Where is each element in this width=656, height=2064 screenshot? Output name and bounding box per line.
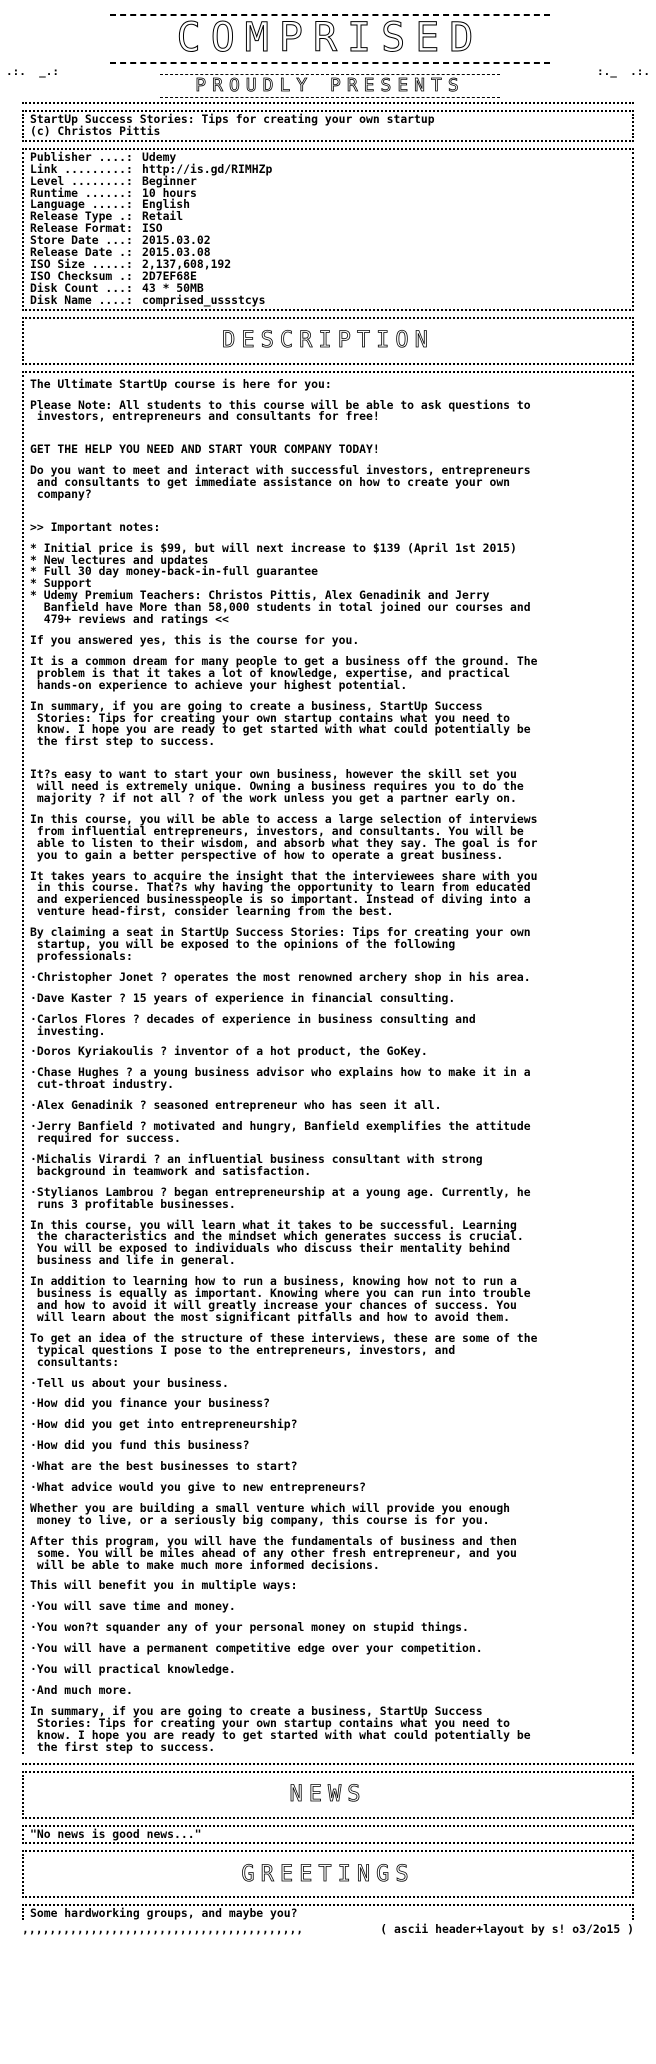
- description-paragraph: * Initial price is $99, but will next increase to $139 (April 1st 2015) * New lectures and updates * Full 30 day money-back-in-full guarantee * Support * Udemy Premium Teachers: Christos Pittis, Alex Genadinik and Jerry Banfield have More than 58,000 students in total joined our courses and 479+ reviews and ratings <<: [30, 540, 531, 627]
- description-paragraph: ·Alex Genadinik ? seasoned entrepreneur who has seen it all.: [30, 1098, 442, 1113]
- news-heading: NEWS: [289, 1782, 367, 1808]
- description-paragraph: In this course, you will learn what it takes to be successful. Learning the characteristics and the mindset which generates success is crucial. You will be exposed to individuals who discuss their mentality behind business and life in general.: [30, 1217, 524, 1268]
- divider: [22, 1842, 634, 1852]
- description-paragraph: If you answered yes, this is the course for you.: [30, 633, 360, 647]
- news-section: [22, 1826, 634, 1841]
- info-key: Disk Count ...:: [30, 280, 133, 295]
- description-paragraph: It takes years to acquire the insight that the interviewees share with you in this course. That?s why having the opportunity to learn from educated and experienced businesspeople is so important. Instead of diving into a venture head-first, consider learning from the best.: [30, 868, 538, 919]
- description-paragraph: Do you want to meet and interact with successful investors, entrepreneurs and consultants to get immediate assistance on how to create your own company?: [30, 463, 531, 501]
- release-title: StartUp Success Stories: Tips for creating your own startup: [30, 112, 435, 126]
- divider: [22, 1763, 634, 1773]
- description-paragraph: It is a common dream for many people to get a business off the ground. The problem is that it takes a lot of knowledge, expertise, and practical hands-on experience to achieve your highest potential.: [30, 653, 538, 692]
- info-key: ISO Checksum .:: [30, 268, 133, 283]
- group-logo: COMPRISED: [110, 14, 550, 64]
- description-heading: DESCRIPTION: [222, 328, 434, 354]
- info-value: 10 hours: [142, 185, 197, 200]
- presents-heading: PROUDLY PRESENTS: [160, 74, 500, 98]
- news-text: "No news is good news...": [30, 1826, 202, 1841]
- info-value: 2,137,608,192: [142, 256, 232, 271]
- divider: [22, 102, 634, 112]
- description-paragraph: ·How did you finance your business?: [30, 1396, 271, 1411]
- description-paragraph: ·Michalis Virardi ? an influential business consultant with strong background in teamwork and satisfaction.: [30, 1151, 483, 1178]
- news-heading-box: [22, 1775, 634, 1815]
- title-block: [22, 114, 634, 138]
- description-paragraph: ·You will practical knowledge.: [30, 1662, 236, 1677]
- description-paragraph: In this course, you will be able to access a large selection of interviews from influential entrepreneurs, investors, and consultants. You will be able to listen to their wisdom, and absorb what they say. The goal is for you to gain a better perspective of how to operate a great business.: [30, 811, 538, 862]
- description-paragraph: By claiming a seat in StartUp Success Stories: Tips for creating your own startup, you will be exposed to the opinions of the following professionals:: [30, 925, 531, 963]
- description-paragraph: ·Stylianos Lambrou ? began entrepreneurship at a young age. Currently, he runs 3 profitable businesses.: [30, 1184, 531, 1211]
- info-value: 2015.03.02: [142, 233, 211, 248]
- greetings-heading: GREETINGS: [241, 1861, 415, 1887]
- description-paragraph: ·You won?t squander any of your personal money on stupid things.: [30, 1620, 469, 1635]
- copyright: (c) Christos Pittis: [30, 123, 161, 138]
- divider: [22, 1896, 634, 1906]
- divider: [22, 1817, 634, 1827]
- divider: [22, 363, 634, 373]
- info-key: Language .....:: [30, 197, 133, 212]
- description-paragraph: ·Jerry Banfield ? motivated and hungry, Banfield exemplifies the attitude required for success.: [30, 1119, 531, 1145]
- description-paragraph: ·What advice would you give to new entrepreneurs?: [30, 1480, 367, 1495]
- footer-ornament: ,,,,,,,,,,,,,,,,,,,,,,,,,,,,,,,,,,,,,,,,,: [22, 1922, 304, 1937]
- info-key: Runtime ......:: [30, 185, 133, 200]
- divider: [22, 140, 634, 150]
- description-paragraph: ·Carlos Flores ? decades of experience in business consulting and investing.: [30, 1011, 476, 1038]
- info-key: Store Date ...:: [30, 233, 133, 248]
- info-value: http://is.gd/RIMHZp: [142, 161, 273, 176]
- description-paragraph: In summary, if you are going to create a business, StartUp Success Stories: Tips for creating your own startup contains what you need to know. I hope you are ready to get started with what could potentially be the first step to success.: [30, 1703, 531, 1754]
- release-info: [22, 149, 634, 307]
- description-paragraph: ·Doros Kyriakoulis ? inventor of a hot product, the GoKey.: [30, 1044, 428, 1059]
- info-value: ISO: [142, 221, 163, 236]
- description-paragraph: In summary, if you are going to create a business, StartUp Success Stories: Tips for creating your own startup contains what you need to know. I hope you are ready to get started with what could potentially be the first step to success.: [30, 698, 531, 749]
- description-paragraph: It?s easy to want to start your own business, however the skill set you will need is extremely unique. Owning a business requires you to do the majority ? if not all ? of the work unless you get a partner early on.: [30, 767, 524, 805]
- description-paragraph: >> Important notes:: [30, 519, 161, 534]
- info-key: Release Format:: [30, 221, 133, 236]
- description-paragraph: After this program, you will have the fundamentals of business and then some. You will be miles ahead of any other fresh entrepreneur, and you will be able to make much more informed decisions.: [30, 1533, 517, 1572]
- banner-ornament-left: .:. _.:: [6, 65, 59, 78]
- description-paragraph: GET THE HELP YOU NEED AND START YOUR COMPANY TODAY!: [30, 442, 380, 457]
- info-key: ISO Size .....:: [30, 256, 133, 271]
- info-key: Disk Name ....:: [30, 292, 133, 307]
- description-paragraph: ·Chase Hughes ? a young business advisor who explains how to make it in a cut-throat industry.: [30, 1065, 531, 1092]
- info-value: Udemy: [142, 149, 177, 164]
- info-value: Beginner: [142, 173, 197, 188]
- greetings-section: [22, 1908, 634, 1920]
- description: [22, 375, 634, 1754]
- description-paragraph: This will benefit you in multiple ways:: [30, 1578, 298, 1593]
- description-paragraph: Whether you are building a small venture which will provide you enough money to live, or a seriously big company, this course is for you.: [30, 1500, 511, 1527]
- banner-ornament-right: :._ .:.: [597, 65, 650, 78]
- description-paragraph: ·You will have a permanent competitive edge over your competition.: [30, 1641, 483, 1656]
- info-row: [30, 292, 626, 307]
- info-value: comprised_ussstcys: [142, 292, 266, 307]
- description-paragraph: ·Christopher Jonet ? operates the most renowned archery shop in his area.: [30, 969, 531, 984]
- info-key: Release Date .:: [30, 245, 133, 260]
- info-key: Publisher ....:: [30, 149, 133, 164]
- ascii-banner: [0, 0, 656, 100]
- greetings-text: Some hardworking groups, and maybe you?: [30, 1906, 298, 1921]
- description-paragraph: ·Dave Kaster ? 15 years of experience in financial consulting.: [30, 990, 456, 1005]
- description-paragraph: The Ultimate StartUp course is here for you:: [30, 376, 332, 391]
- description-paragraph: Please Note: All students to this course will be able to ask questions to investors, entrepreneurs and consultants for free!: [30, 397, 531, 424]
- description-paragraph: ·And much more.: [30, 1683, 133, 1697]
- info-key: Level ........:: [30, 173, 133, 188]
- info-value: English: [142, 197, 191, 212]
- greetings-heading-box: [22, 1854, 634, 1894]
- description-paragraph: ·Tell us about your business.: [30, 1375, 229, 1390]
- info-value: 2D7EF68E: [142, 268, 197, 283]
- info-key: Link .........:: [30, 161, 133, 176]
- divider: [22, 309, 634, 319]
- info-value: 2015.03.08: [142, 245, 211, 260]
- description-paragraph: In addition to learning how to run a business, knowing how not to run a business is equally as important. Knowing where you can run into trouble and how to avoid it will greatly increase your chances of success. You will learn about the most significant pitfalls and how to avoid them.: [30, 1274, 531, 1324]
- info-value: Retail: [142, 209, 184, 224]
- description-paragraph: ·You will save time and money.: [30, 1599, 236, 1614]
- description-paragraph: ·What are the best businesses to start?: [30, 1459, 298, 1474]
- description-heading-box: [22, 321, 634, 361]
- info-key: Release Type .:: [30, 209, 133, 224]
- info-value: 43 * 50MB: [142, 280, 204, 295]
- description-paragraph: To get an idea of the structure of these interviews, these are some of the typical questions I pose to the entrepreneurs, investors, and consultants:: [30, 1330, 538, 1369]
- description-paragraph: ·How did you fund this business?: [30, 1438, 250, 1453]
- footer: [22, 1924, 634, 1936]
- description-paragraph: ·How did you get into entrepreneurship?: [30, 1417, 298, 1432]
- footer-credit: ( ascii header+layout by s! o3/2o15 ): [380, 1922, 634, 1937]
